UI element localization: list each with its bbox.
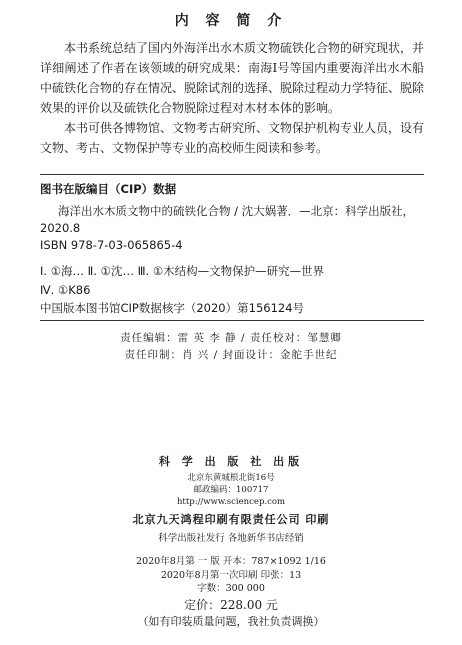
cip-header: 图书在版编目（CIP）数据 [40, 182, 177, 196]
edition-line: 2020年8月第 一 版 开本：787×1092 1/16 [136, 556, 326, 567]
editors-line-1: 责任编辑：雷 英 李 静 / 责任校对：邹慧卿 [120, 332, 342, 344]
editors-line-2: 责任印制：肖 兴 / 封面设计：金舵手世纪 [124, 349, 338, 361]
publisher-address: 北京东黄城根北街16号 [187, 473, 275, 483]
cip-bottom-rule [40, 320, 424, 321]
publisher-name: 科 学 出 版 社 出版 [158, 455, 304, 468]
intro-paragraph-2-text: 本书可供各博物馆、文物考古研究所、文物保护机构专业人员，设有文物、考古、文物保护等专业的高校师生阅读和参考。 [40, 121, 425, 155]
cip-title-line-1: 海洋出水木质文物中的硫铁化合物 / 沈大娲著．—北京：科学出版社， [58, 204, 415, 218]
distribution-line: 科学出版社发行 各地新华书店经销 [158, 533, 304, 544]
price: 定价：228.00 元 [184, 598, 278, 612]
printer-name: 北京九天鸿程印刷有限责任公司 印刷 [132, 513, 330, 526]
page-heading: 内 容 简 介 [174, 13, 288, 29]
intro-paragraph-1-text: 本书系统总结了国内外海洋出水木质文物硫铁化合物的研究现状，并详细阐述了作者在该领域的研究成果：南海Ⅰ号等国内重要海洋出水木船中硫铁化合物的存在情况、脱除试剂的选择、脱除过程动力学特征、脱除效果的评价以及硫铁化合物脱除过程对木材本体的影响。 [40, 41, 425, 115]
cip-title-line-2: 2020.8 [40, 221, 81, 235]
printing-line: 2020年8月第一次印刷 印张：13 [160, 570, 302, 581]
publisher-website: http://www.sciencep.com [176, 497, 286, 507]
publisher-postcode: 邮政编码：100717 [193, 485, 269, 495]
cip-top-rule [40, 174, 424, 175]
cip-record-number: 中国版本图书馆CIP数据核字（2020）第156124号 [40, 301, 305, 315]
cip-isbn: ISBN 978-7-03-065865-4 [40, 238, 183, 252]
intro-paragraph-1 [40, 38, 424, 118]
cip-library-code: Ⅳ. ①K86 [40, 283, 91, 297]
word-count: 字数：300 000 [197, 583, 265, 594]
intro-paragraph-2 [40, 118, 424, 158]
cip-classification: Ⅰ. ①海… Ⅱ. ①沈… Ⅲ. ①木结构—文物保护—研究—世界 [40, 264, 325, 278]
quality-note: （如有印装质量问题，我社负责调换） [137, 615, 325, 628]
